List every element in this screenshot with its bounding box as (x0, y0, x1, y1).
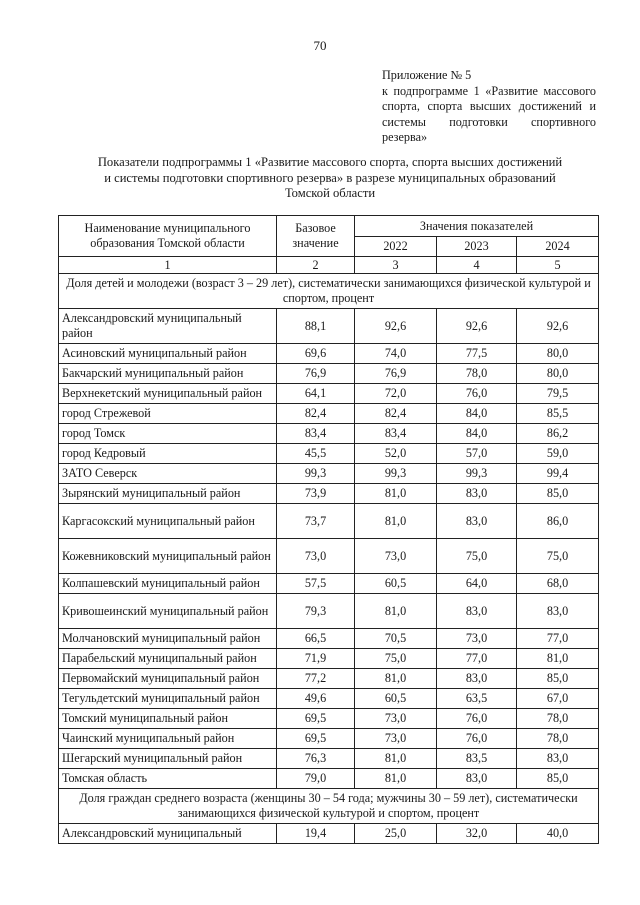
value-2024-cell: 68,0 (517, 574, 599, 594)
municipality-name: Верхнекетский муниципальный район (59, 384, 277, 404)
indicators-table (58, 215, 599, 844)
municipality-name: Томский муниципальный район (59, 709, 277, 729)
base-value-cell: 82,4 (277, 404, 355, 424)
value-2023-cell: 83,0 (437, 769, 517, 789)
base-value-cell: 76,9 (277, 364, 355, 384)
value-2023-cell: 76,0 (437, 729, 517, 749)
base-value-cell: 71,9 (277, 649, 355, 669)
value-2024-cell: 86,2 (517, 424, 599, 444)
base-value-cell: 64,1 (277, 384, 355, 404)
municipality-name: Александровский муниципальный район (59, 309, 277, 344)
appendix-body: к подпрограмме 1 «Развитие массового спорта, спорта высших достижений и системы подготовки спортивного резерва» (382, 83, 596, 144)
section-title: Доля детей и молодежи (возраст 3 – 29 лет), систематически занимающихся физической культурой и спортом, процент (59, 274, 599, 309)
table-row (59, 709, 599, 729)
municipality-name: Асиновский муниципальный район (59, 344, 277, 364)
table-row (59, 484, 599, 504)
base-value-cell: 99,3 (277, 464, 355, 484)
table-row (59, 649, 599, 669)
column-index-row (59, 257, 599, 274)
base-value-cell: 73,7 (277, 504, 355, 539)
value-2022-cell: 81,0 (355, 669, 437, 689)
value-2023-cell: 83,0 (437, 669, 517, 689)
value-2022-cell: 81,0 (355, 594, 437, 629)
base-value-cell: 83,4 (277, 424, 355, 444)
table-row (59, 404, 599, 424)
title-line-3: Томской области (284, 186, 376, 200)
municipality-name: город Стрежевой (59, 404, 277, 424)
table-row (59, 364, 599, 384)
page-number: 70 (313, 38, 327, 53)
table-row (59, 629, 599, 649)
value-2024-cell: 40,0 (517, 824, 599, 844)
base-value-cell: 73,0 (277, 539, 355, 574)
municipality-name: Шегарский муниципальный район (59, 749, 277, 769)
value-2024-cell: 85,0 (517, 484, 599, 504)
appendix-title: Приложение № 5 (382, 68, 472, 82)
value-2022-cell: 83,4 (355, 424, 437, 444)
municipality-name: Каргасокский муниципальный район (59, 504, 277, 539)
value-2024-cell: 80,0 (517, 364, 599, 384)
value-2024-cell: 85,5 (517, 404, 599, 424)
base-value-cell: 77,2 (277, 669, 355, 689)
value-2023-cell: 84,0 (437, 404, 517, 424)
base-value-cell: 76,3 (277, 749, 355, 769)
municipality-name: Парабельский муниципальный район (59, 649, 277, 669)
base-value-cell: 69,6 (277, 344, 355, 364)
value-2024-cell: 92,6 (517, 309, 599, 344)
value-2022-cell: 74,0 (355, 344, 437, 364)
value-2022-cell: 81,0 (355, 504, 437, 539)
value-2022-cell: 92,6 (355, 309, 437, 344)
column-header-values-group: Значения показателей (355, 216, 599, 237)
municipality-name: Томская область (59, 769, 277, 789)
section-title: Доля граждан среднего возраста (женщины 30 – 54 года; мужчины 30 – 59 лет), систематически занимающихся физической культурой и спортом, процент (59, 789, 599, 824)
value-2022-cell: 82,4 (355, 404, 437, 424)
table-row (59, 309, 599, 344)
table-row (59, 424, 599, 444)
municipality-name: Кривошеинский муниципальный район (59, 594, 277, 629)
value-2024-cell: 78,0 (517, 729, 599, 749)
table-row (59, 574, 599, 594)
column-index: 5 (517, 257, 599, 274)
municipality-name: Тегульдетский муниципальный район (59, 689, 277, 709)
municipality-name: ЗАТО Северск (59, 464, 277, 484)
table-row (59, 384, 599, 404)
value-2022-cell: 73,0 (355, 539, 437, 574)
value-2023-cell: 92,6 (437, 309, 517, 344)
value-2024-cell: 80,0 (517, 344, 599, 364)
value-2023-cell: 76,0 (437, 709, 517, 729)
municipality-name: Первомайский муниципальный район (59, 669, 277, 689)
value-2024-cell: 78,0 (517, 709, 599, 729)
value-2024-cell: 85,0 (517, 769, 599, 789)
base-value-cell: 69,5 (277, 729, 355, 749)
table-row (59, 749, 599, 769)
value-2022-cell: 52,0 (355, 444, 437, 464)
municipality-name: Колпашевский муниципальный район (59, 574, 277, 594)
municipality-name: Александровский муниципальный (59, 824, 277, 844)
value-2024-cell: 75,0 (517, 539, 599, 574)
value-2022-cell: 25,0 (355, 824, 437, 844)
value-2023-cell: 73,0 (437, 629, 517, 649)
base-value-cell: 19,4 (277, 824, 355, 844)
table-row (59, 444, 599, 464)
column-index: 1 (59, 257, 277, 274)
table-row (59, 769, 599, 789)
value-2023-cell: 77,0 (437, 649, 517, 669)
value-2022-cell: 73,0 (355, 729, 437, 749)
value-2023-cell: 78,0 (437, 364, 517, 384)
table-row (59, 594, 599, 629)
value-2023-cell: 32,0 (437, 824, 517, 844)
value-2023-cell: 83,0 (437, 484, 517, 504)
value-2023-cell: 75,0 (437, 539, 517, 574)
value-2024-cell: 83,0 (517, 749, 599, 769)
value-2022-cell: 81,0 (355, 484, 437, 504)
municipality-name: Кожевниковский муниципальный район (59, 539, 277, 574)
municipality-name: Молчановский муниципальный район (59, 629, 277, 649)
column-index: 4 (437, 257, 517, 274)
column-index: 2 (277, 257, 355, 274)
table-header-row (59, 216, 599, 237)
value-2022-cell: 81,0 (355, 749, 437, 769)
value-2022-cell: 72,0 (355, 384, 437, 404)
value-2023-cell: 64,0 (437, 574, 517, 594)
municipality-name: Зырянский муниципальный район (59, 484, 277, 504)
value-2022-cell: 76,9 (355, 364, 437, 384)
title-line-2: и системы подготовки спортивного резерва» в разрезе муниципальных образований (104, 170, 556, 185)
column-header-year-2023: 2023 (437, 237, 517, 257)
appendix-block (382, 68, 596, 146)
base-value-cell: 69,5 (277, 709, 355, 729)
value-2024-cell: 83,0 (517, 594, 599, 629)
document-title (60, 155, 600, 202)
value-2022-cell: 73,0 (355, 709, 437, 729)
column-index: 3 (355, 257, 437, 274)
column-header-base: Базовое значение (277, 216, 355, 257)
section-header-row (59, 274, 599, 309)
value-2023-cell: 76,0 (437, 384, 517, 404)
municipality-name: город Томск (59, 424, 277, 444)
value-2022-cell: 60,5 (355, 574, 437, 594)
base-value-cell: 49,6 (277, 689, 355, 709)
base-value-cell: 66,5 (277, 629, 355, 649)
base-value-cell: 79,3 (277, 594, 355, 629)
value-2024-cell: 99,4 (517, 464, 599, 484)
table-row (59, 824, 599, 844)
base-value-cell: 57,5 (277, 574, 355, 594)
column-header-year-2022: 2022 (355, 237, 437, 257)
value-2022-cell: 75,0 (355, 649, 437, 669)
table-row (59, 504, 599, 539)
table-row (59, 689, 599, 709)
title-line-1: Показатели подпрограммы 1 «Развитие массового спорта, спорта высших достижений (97, 155, 563, 169)
section-header-row (59, 789, 599, 824)
base-value-cell: 73,9 (277, 484, 355, 504)
base-value-cell: 79,0 (277, 769, 355, 789)
municipality-name: Чаинский муниципальный район (59, 729, 277, 749)
value-2024-cell: 86,0 (517, 504, 599, 539)
column-header-name: Наименование муниципального образования Томской области (59, 216, 277, 257)
value-2022-cell: 70,5 (355, 629, 437, 649)
municipality-name: город Кедровый (59, 444, 277, 464)
value-2023-cell: 77,5 (437, 344, 517, 364)
value-2024-cell: 67,0 (517, 689, 599, 709)
value-2024-cell: 59,0 (517, 444, 599, 464)
municipality-name: Бакчарский муниципальный район (59, 364, 277, 384)
value-2024-cell: 77,0 (517, 629, 599, 649)
column-header-year-2024: 2024 (517, 237, 599, 257)
value-2023-cell: 63,5 (437, 689, 517, 709)
value-2022-cell: 81,0 (355, 769, 437, 789)
value-2022-cell: 60,5 (355, 689, 437, 709)
table-row (59, 464, 599, 484)
value-2023-cell: 83,0 (437, 594, 517, 629)
value-2024-cell: 79,5 (517, 384, 599, 404)
base-value-cell: 88,1 (277, 309, 355, 344)
value-2023-cell: 83,5 (437, 749, 517, 769)
table-row (59, 669, 599, 689)
value-2023-cell: 83,0 (437, 504, 517, 539)
value-2023-cell: 57,0 (437, 444, 517, 464)
table-row (59, 539, 599, 574)
value-2024-cell: 85,0 (517, 669, 599, 689)
table-row (59, 729, 599, 749)
value-2024-cell: 81,0 (517, 649, 599, 669)
table-row (59, 344, 599, 364)
value-2022-cell: 99,3 (355, 464, 437, 484)
value-2023-cell: 99,3 (437, 464, 517, 484)
base-value-cell: 45,5 (277, 444, 355, 464)
value-2023-cell: 84,0 (437, 424, 517, 444)
